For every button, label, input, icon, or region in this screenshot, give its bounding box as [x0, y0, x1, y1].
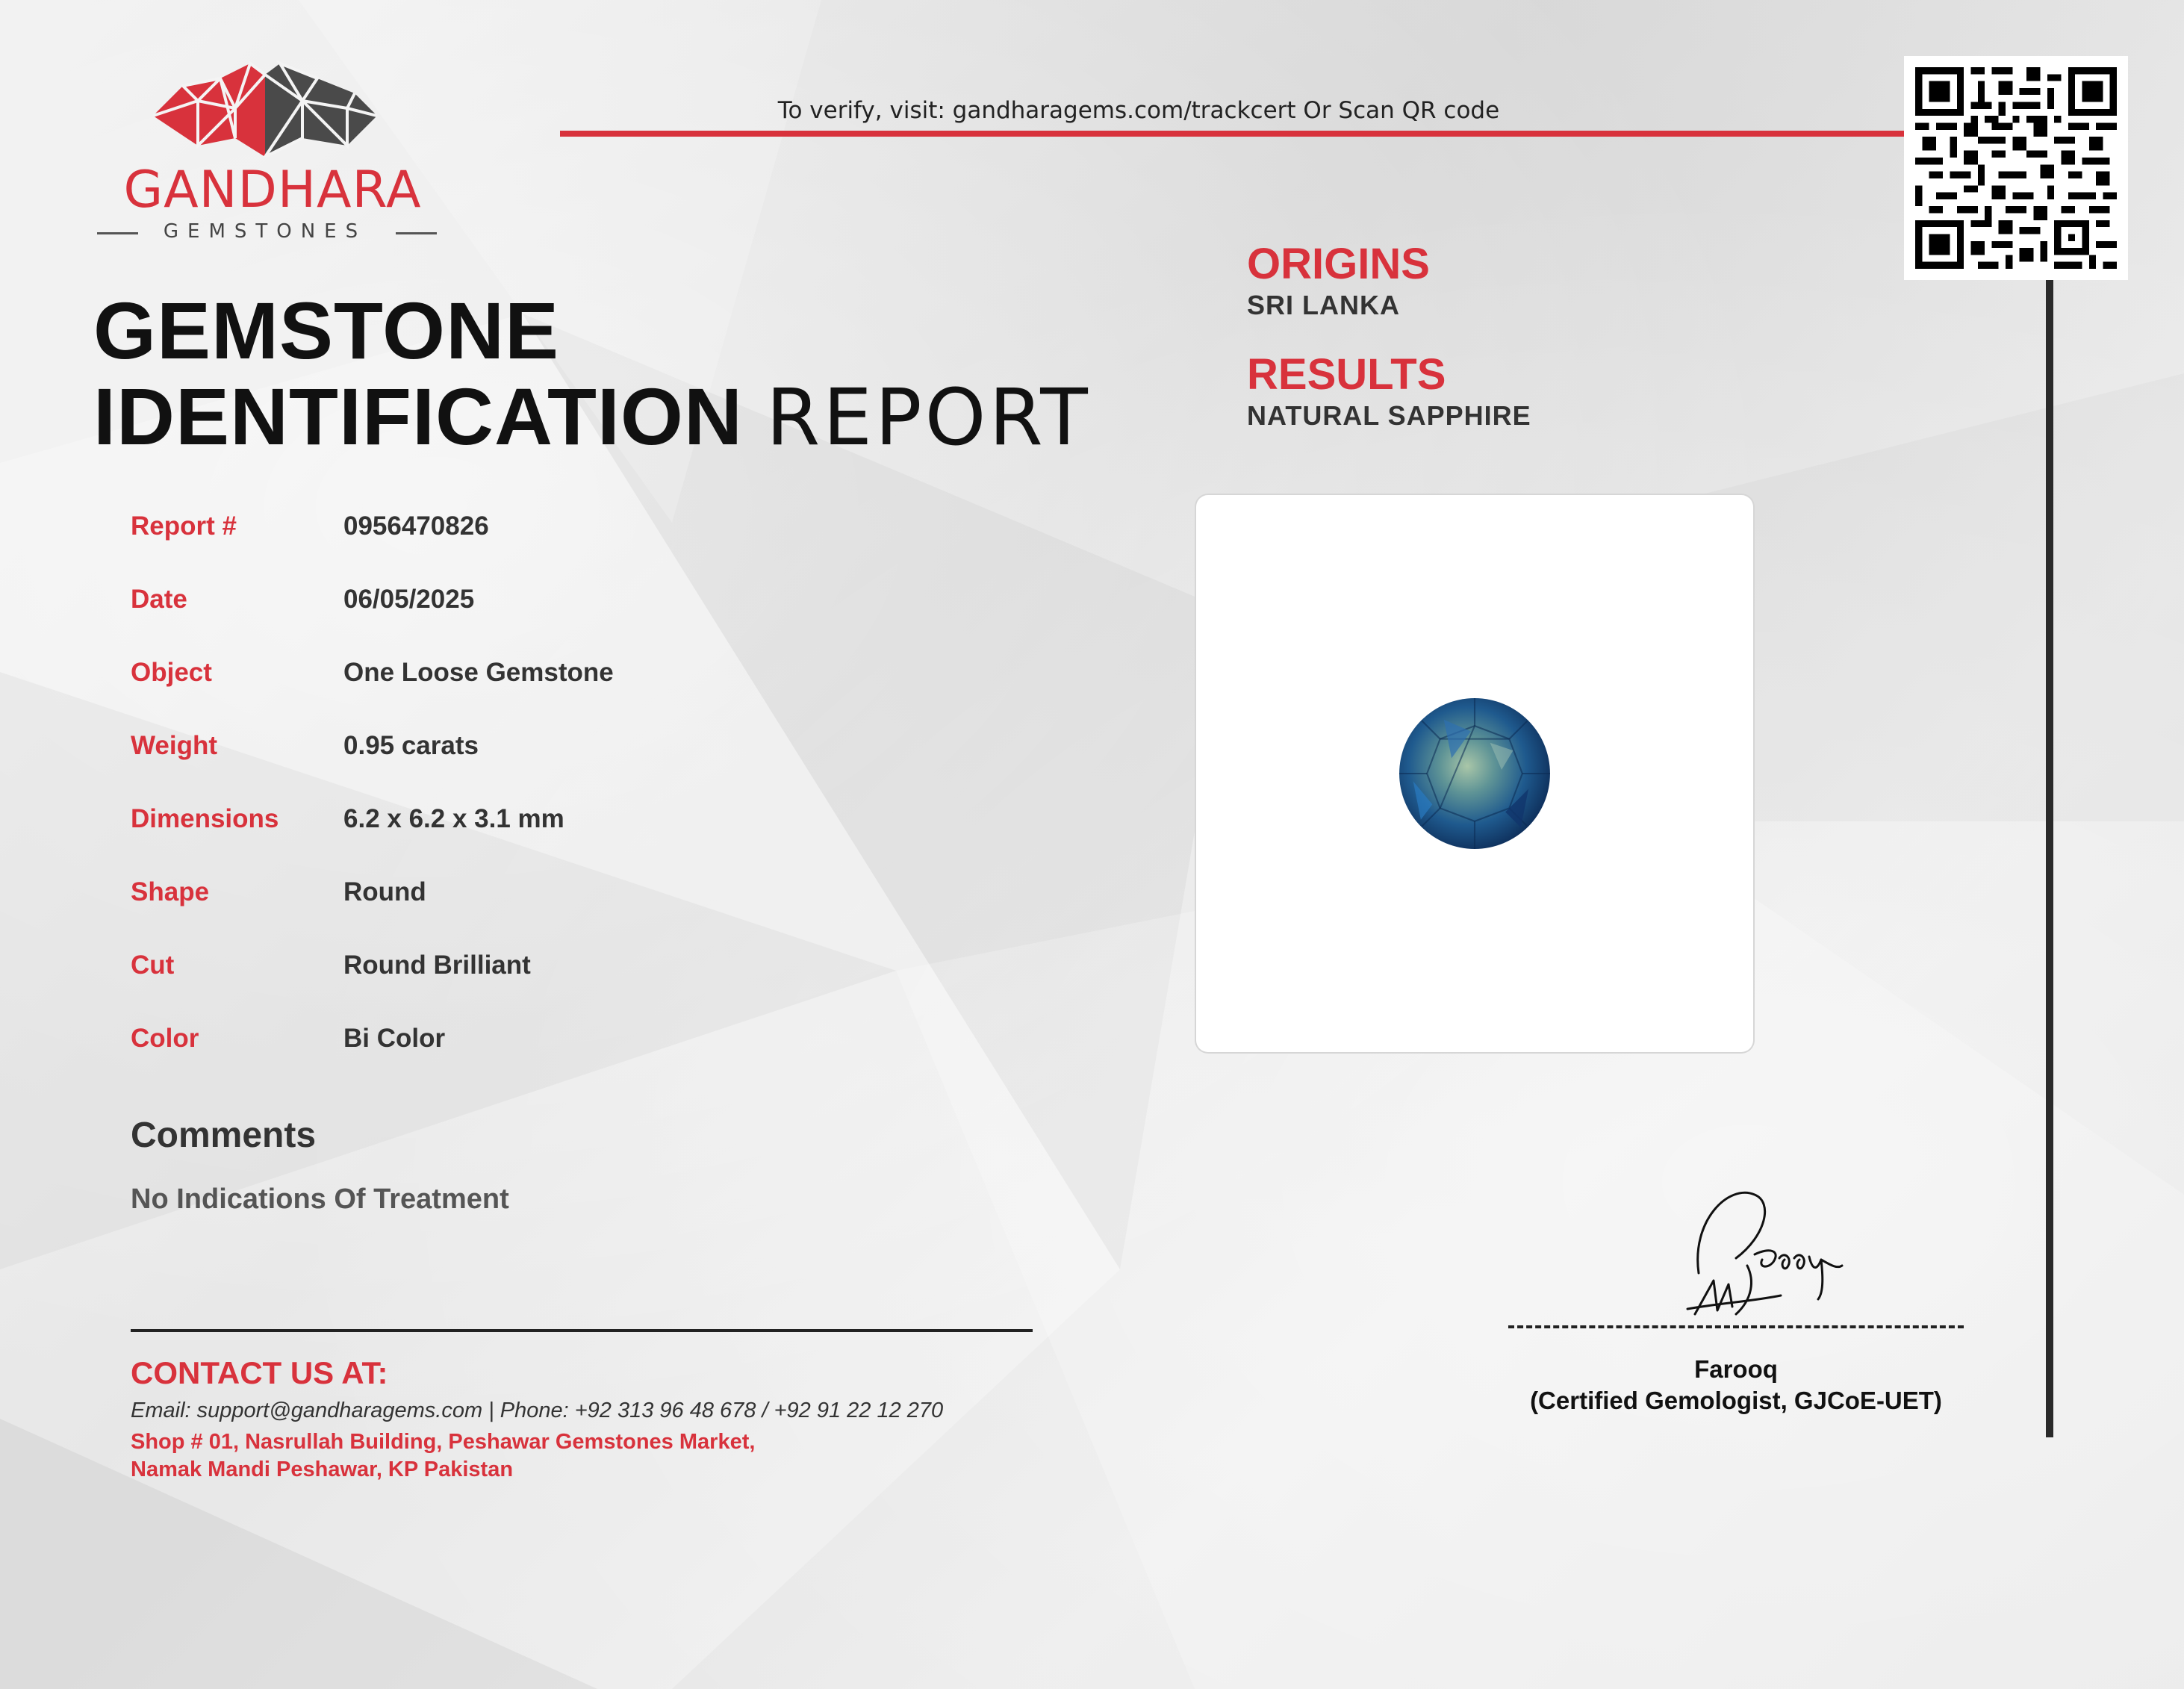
detail-value-weight: 0.95 carats — [343, 731, 479, 760]
detail-value-shape: Round — [343, 877, 426, 906]
contact-divider — [131, 1329, 1033, 1332]
results-value: NATURAL SAPPHIRE — [1247, 400, 1531, 431]
detail-label-object: Object — [131, 658, 212, 687]
brand-name: GANDHARA — [123, 161, 422, 220]
detail-value-cut: Round Brilliant — [343, 951, 531, 980]
detail-value-date: 06/05/2025 — [343, 585, 475, 614]
signatory-title: (Certified Gemologist, GJCoE-UET) — [1530, 1387, 1942, 1414]
brand-sub-divider-right — [396, 232, 437, 234]
comments-value: No Indications Of Treatment — [131, 1183, 509, 1215]
detail-label-color: Color — [131, 1024, 199, 1053]
gandhara-logo — [93, 56, 444, 243]
origins-value: SRI LANKA — [1247, 290, 1400, 320]
detail-value-object: One Loose Gemstone — [343, 658, 614, 687]
gemstone-photo-card — [1196, 495, 1753, 1052]
detail-label-weight: Weight — [131, 731, 218, 760]
report-title-light: REPORT — [765, 372, 1091, 463]
contact-address-line1: Shop # 01, Nasrullah Building, Peshawar Gemstones Market, — [131, 1430, 756, 1454]
qr-code-icon — [1915, 67, 2117, 269]
verify-instructions: To verify, visit: gandharagems.com/trackcert Or Scan QR code — [777, 97, 1500, 124]
report-title-bold: IDENTIFICATION — [93, 371, 743, 461]
gemstone-image — [1398, 697, 1552, 850]
detail-label-dimensions: Dimensions — [131, 804, 279, 833]
verify-red-rule — [560, 131, 1904, 137]
detail-value-dimensions: 6.2 x 6.2 x 3.1 mm — [343, 804, 564, 833]
results-heading: RESULTS — [1247, 350, 1446, 399]
detail-label-date: Date — [131, 585, 187, 614]
side-divider — [2046, 280, 2053, 1437]
signature-dashed-line — [1508, 1325, 1964, 1328]
detail-label-shape: Shape — [131, 877, 210, 906]
comments-heading: Comments — [131, 1116, 317, 1155]
origins-heading: ORIGINS — [1247, 240, 1430, 288]
contact-address-line2: Namak Mandi Peshawar, KP Pakistan — [131, 1458, 514, 1481]
report-title-line2 — [93, 370, 1091, 463]
contact-email-phone: Email: support@gandharagems.com | Phone: +92 313 96 48 678 / +92 91 22 12 270 — [131, 1399, 944, 1422]
detail-label-report: Report # — [131, 511, 237, 541]
signatory-name: Farooq — [1694, 1355, 1778, 1383]
detail-label-cut: Cut — [131, 951, 175, 980]
signature-image — [1684, 1176, 1908, 1325]
brand-subtitle: GEMSTONES — [163, 220, 367, 243]
detail-value-report: 0956470826 — [343, 511, 489, 541]
detail-value-color: Bi Color — [343, 1024, 446, 1053]
qr-code[interactable] — [1904, 56, 2128, 280]
gem-logo-icon — [153, 56, 377, 157]
report-title-line1: GEMSTONE — [93, 285, 560, 376]
contact-heading: CONTACT US AT: — [131, 1355, 388, 1390]
